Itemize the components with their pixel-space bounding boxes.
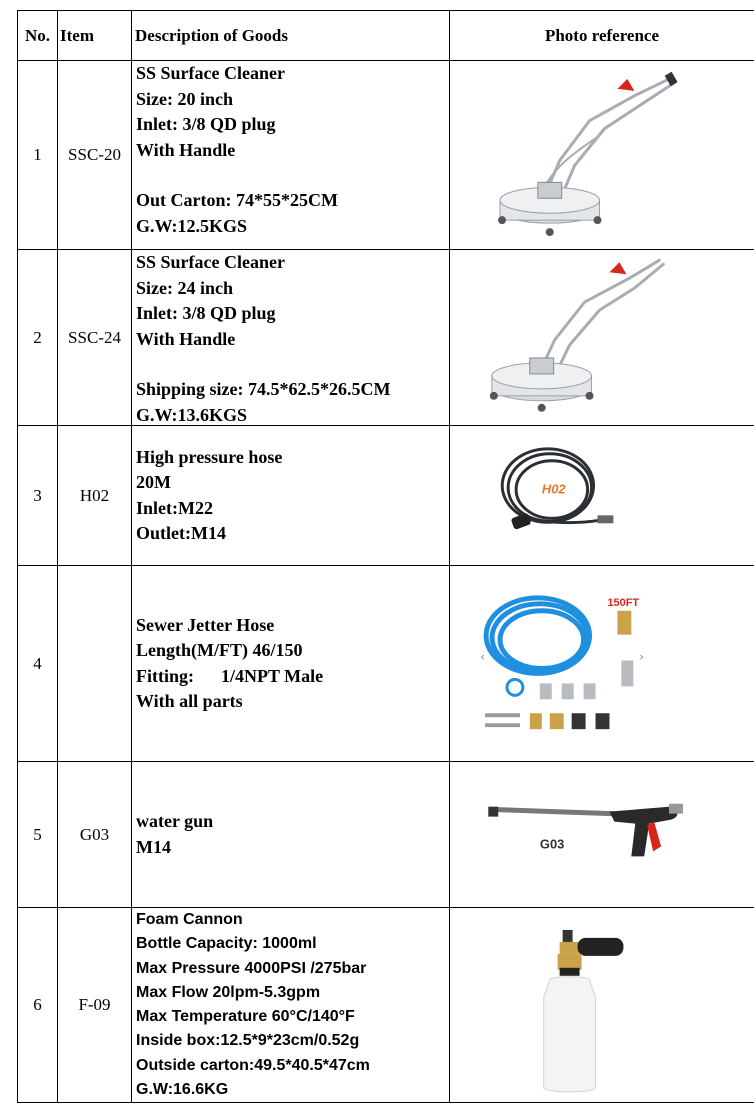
- description-cell: [132, 908, 450, 1103]
- description-line: High pressure hose: [136, 446, 283, 467]
- description-line: With all parts: [136, 691, 243, 711]
- surface-cleaner-photo: [450, 250, 754, 425]
- hose-photo: [450, 426, 754, 565]
- product-table: [17, 10, 754, 1103]
- description-cell: [132, 426, 450, 566]
- description-line: Max Temperature 60°C/140°F: [136, 1008, 355, 1026]
- table-row: [18, 566, 754, 762]
- description-line: G.W:12.5KGS: [136, 215, 248, 236]
- row-number: 5: [18, 762, 58, 908]
- chevron-left-icon: ‹: [480, 649, 485, 664]
- description-line: Outside carton:49.5*40.5*47cm: [136, 1056, 370, 1074]
- description-line: Outlet:M14: [136, 523, 226, 543]
- description-line: With Handle: [136, 328, 236, 349]
- description-line: Inlet:M22: [136, 497, 213, 518]
- photo-cell: [450, 566, 754, 762]
- chevron-right-icon: ›: [639, 649, 645, 664]
- description-line: Max Flow 20lpm-5.3gpm: [136, 983, 321, 1001]
- header-item: Item: [58, 11, 132, 61]
- description-line: Inlet: 3/8 QD plug: [136, 303, 276, 323]
- photo-label: H02: [541, 481, 566, 497]
- description-line: 20M: [136, 472, 171, 492]
- handle-grip-icon: [617, 79, 634, 91]
- table-row: [18, 250, 754, 426]
- description-line: Out Carton: 74*55*25CM: [136, 190, 338, 210]
- table-row: [18, 426, 754, 566]
- header-row: [18, 11, 754, 61]
- item-code: SSC-24: [58, 250, 132, 426]
- photo-cell: [450, 908, 754, 1103]
- handle-grip-icon: [609, 262, 626, 274]
- item-code: G03: [58, 762, 132, 908]
- description-line: Foam Cannon: [136, 911, 243, 928]
- photo-cell: [450, 250, 754, 426]
- photo-label: 150FT: [607, 596, 640, 609]
- row-number: 4: [18, 566, 58, 762]
- table-row: [18, 908, 754, 1103]
- description-cell: [132, 250, 450, 426]
- header-description: Description of Goods: [132, 11, 450, 61]
- header-no: No.: [18, 11, 58, 61]
- product-sheet: [17, 10, 754, 1103]
- item-code: H02: [58, 426, 132, 566]
- description-blank-line: [136, 352, 449, 377]
- item-code: SSC-20: [58, 61, 132, 250]
- table-row: [18, 762, 754, 908]
- description-line: Inlet: 3/8 QD plug: [136, 114, 276, 134]
- description-line: With Handle: [136, 139, 236, 160]
- row-number: 3: [18, 426, 58, 566]
- photo-cell: [450, 762, 754, 908]
- foam-cannon-photo: [450, 908, 754, 1102]
- description-line: Max Pressure 4000PSI /275bar: [136, 959, 367, 977]
- row-number: 1: [18, 61, 58, 250]
- row-number: 2: [18, 250, 58, 426]
- description-line: Bottle Capacity: 1000ml: [136, 935, 317, 953]
- description-line: Sewer Jetter Hose: [136, 614, 275, 635]
- description-line: M14: [136, 836, 171, 857]
- description-line: SS Surface Cleaner: [136, 252, 285, 272]
- jetter-hose-photo: [450, 566, 754, 761]
- item-code: [58, 566, 132, 762]
- description-line: Fitting: 1/4NPT Male: [136, 665, 324, 686]
- description-blank-line: [136, 163, 449, 188]
- description-line: Length(M/FT) 46/150: [136, 640, 303, 660]
- table-row: [18, 61, 754, 250]
- row-number: 6: [18, 908, 58, 1103]
- photo-label: G03: [539, 836, 565, 852]
- photo-cell: [450, 426, 754, 566]
- surface-cleaner-photo: [450, 61, 754, 249]
- description-line: water gun: [136, 811, 214, 831]
- description-cell: [132, 566, 450, 762]
- description-line: Shipping size: 74.5*62.5*26.5CM: [136, 379, 391, 399]
- description-line: Size: 20 inch: [136, 88, 233, 109]
- description-cell: [132, 762, 450, 908]
- header-photo: Photo reference: [450, 11, 754, 61]
- description-line: G.W:16.6KG: [136, 1081, 229, 1099]
- photo-cell: [450, 61, 754, 250]
- description-line: SS Surface Cleaner: [136, 63, 285, 83]
- description-cell: [132, 61, 450, 250]
- description-line: Size: 24 inch: [136, 277, 233, 298]
- item-code: F-09: [58, 908, 132, 1103]
- description-line: Inside box:12.5*9*23cm/0.52g: [136, 1032, 360, 1050]
- water-gun-photo: [450, 762, 754, 907]
- description-line: G.W:13.6KGS: [136, 404, 248, 425]
